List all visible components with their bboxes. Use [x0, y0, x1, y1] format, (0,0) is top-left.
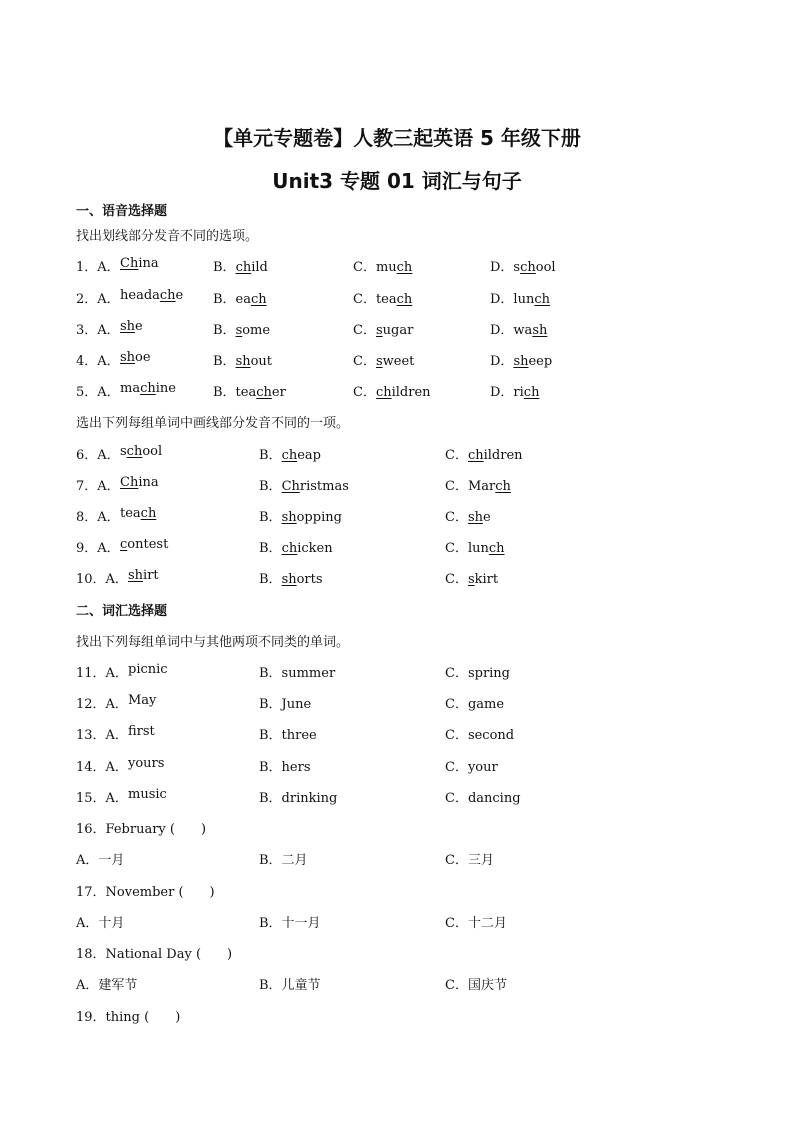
option-a[interactable]: contest [120, 537, 169, 552]
question-row [76, 350, 756, 370]
question-row [76, 444, 756, 464]
question-row [76, 568, 756, 588]
option-c[interactable]: C．sweet [353, 354, 415, 369]
options-16 [76, 849, 756, 869]
section-heading-vocab: 二、词汇选择题 [76, 604, 168, 619]
option-a[interactable]: China [120, 475, 159, 490]
question-row [76, 662, 756, 682]
option-a[interactable]: machine [120, 381, 176, 396]
question-row [76, 787, 756, 807]
section-heading-phonics: 一、语音选择题 [76, 204, 168, 219]
option-c[interactable]: C．children [445, 448, 523, 463]
option-c[interactable]: C．sugar [353, 323, 414, 338]
question-number: 14．A． [76, 760, 128, 775]
question-16: 16．February ( ) [76, 822, 207, 837]
option-a[interactable]: China [120, 256, 159, 271]
question-number: 1．A． [76, 260, 120, 275]
question-19: 19．thing ( ) [76, 1010, 181, 1025]
option-b[interactable]: B．teacher [213, 385, 286, 400]
option-b[interactable]: B．cheap [259, 448, 321, 463]
question-row [76, 537, 756, 557]
question-row [76, 693, 756, 713]
option-a[interactable]: shirt [128, 568, 159, 583]
instruction-phonics-1: 找出划线部分发音不同的选项。 [76, 229, 259, 244]
page-subtitle: Unit3 专题 01 词汇与句子 [272, 169, 522, 193]
question-number: 15．A． [76, 791, 128, 806]
question-row [76, 475, 756, 495]
question-number: 2．A． [76, 292, 120, 307]
option-c[interactable]: C．she [445, 510, 491, 525]
option-c[interactable]: C．lunch [445, 541, 505, 556]
option-c[interactable]: C．much [353, 260, 413, 275]
question-number: 12．A． [76, 697, 128, 712]
option-d[interactable]: D．rich [490, 385, 540, 400]
option-b[interactable]: B．shout [213, 354, 273, 369]
question-18: 18．National Day ( ) [76, 947, 233, 962]
option-a[interactable]: picnic [128, 662, 168, 677]
option-c[interactable]: C．国庆节 [445, 978, 507, 993]
question-number: 3．A． [76, 323, 120, 338]
option-c[interactable]: C．spring [445, 666, 511, 681]
options-17 [76, 912, 756, 932]
question-number: 8．A． [76, 510, 120, 525]
question-row [76, 724, 756, 744]
option-b[interactable]: B．each [213, 292, 267, 307]
question-row [76, 319, 756, 339]
options-18 [76, 974, 756, 994]
option-a[interactable]: she [120, 319, 143, 334]
option-b[interactable]: B．three [259, 728, 317, 743]
option-c[interactable]: C．skirt [445, 572, 499, 587]
option-a[interactable]: teach [120, 506, 157, 521]
option-c[interactable]: C．your [445, 760, 498, 775]
option-c[interactable]: C．second [445, 728, 515, 743]
question-number: 6．A． [76, 448, 120, 463]
option-c[interactable]: C．March [445, 479, 511, 494]
option-b[interactable]: B．drinking [259, 791, 338, 806]
option-d[interactable]: D．wash [490, 323, 548, 338]
option-a[interactable]: yours [128, 756, 165, 771]
option-c[interactable]: C．十二月 [445, 916, 507, 931]
option-c[interactable]: C．game [445, 697, 505, 712]
page-title: 【单元专题卷】人教三起英语 5 年级下册 [213, 126, 581, 150]
question-number: 5．A． [76, 385, 120, 400]
question-17: 17．November ( ) [76, 885, 215, 900]
option-b[interactable]: B．Christmas [259, 479, 349, 494]
question-row [76, 756, 756, 776]
option-a[interactable]: headache [120, 288, 184, 303]
option-b[interactable]: B．some [213, 323, 271, 338]
option-a[interactable]: music [128, 787, 167, 802]
option-a[interactable]: A．一月 [76, 853, 125, 868]
option-a[interactable]: A．十月 [76, 916, 125, 931]
question-number: 11．A． [76, 666, 128, 681]
instruction-vocab: 找出下列每组单词中与其他两项不同类的单词。 [76, 635, 350, 650]
option-b[interactable]: B．shopping [259, 510, 342, 525]
option-a[interactable]: shoe [120, 350, 151, 365]
option-c[interactable]: C．children [353, 385, 431, 400]
option-d[interactable]: D．school [490, 260, 556, 275]
option-c[interactable]: C．dancing [445, 791, 521, 806]
question-row [76, 506, 756, 526]
option-d[interactable]: D．sheep [490, 354, 553, 369]
option-b[interactable]: B．儿童节 [259, 978, 321, 993]
question-number: 4．A． [76, 354, 120, 369]
option-c[interactable]: C．teach [353, 292, 413, 307]
option-b[interactable]: B．二月 [259, 853, 308, 868]
instruction-phonics-2: 选出下列每组单词中画线部分发音不同的一项。 [76, 416, 350, 431]
option-b[interactable]: B．十一月 [259, 916, 321, 931]
option-d[interactable]: D．lunch [490, 292, 550, 307]
question-number: 13．A． [76, 728, 128, 743]
option-b[interactable]: B．June [259, 697, 312, 712]
question-number: 7．A． [76, 479, 120, 494]
question-row [76, 256, 756, 276]
option-b[interactable]: B．shorts [259, 572, 323, 587]
question-number: 10．A． [76, 572, 128, 587]
question-number: 9．A． [76, 541, 120, 556]
option-a[interactable]: May [128, 693, 157, 708]
question-row [76, 288, 756, 308]
option-b[interactable]: B．child [213, 260, 268, 275]
option-b[interactable]: B．summer [259, 666, 336, 681]
option-b[interactable]: B．chicken [259, 541, 333, 556]
option-c[interactable]: C．三月 [445, 853, 494, 868]
option-b[interactable]: B．hers [259, 760, 311, 775]
question-row [76, 381, 756, 401]
option-a[interactable]: A．建军节 [76, 978, 138, 993]
option-a[interactable]: first [128, 724, 155, 739]
option-a[interactable]: school [120, 444, 163, 459]
